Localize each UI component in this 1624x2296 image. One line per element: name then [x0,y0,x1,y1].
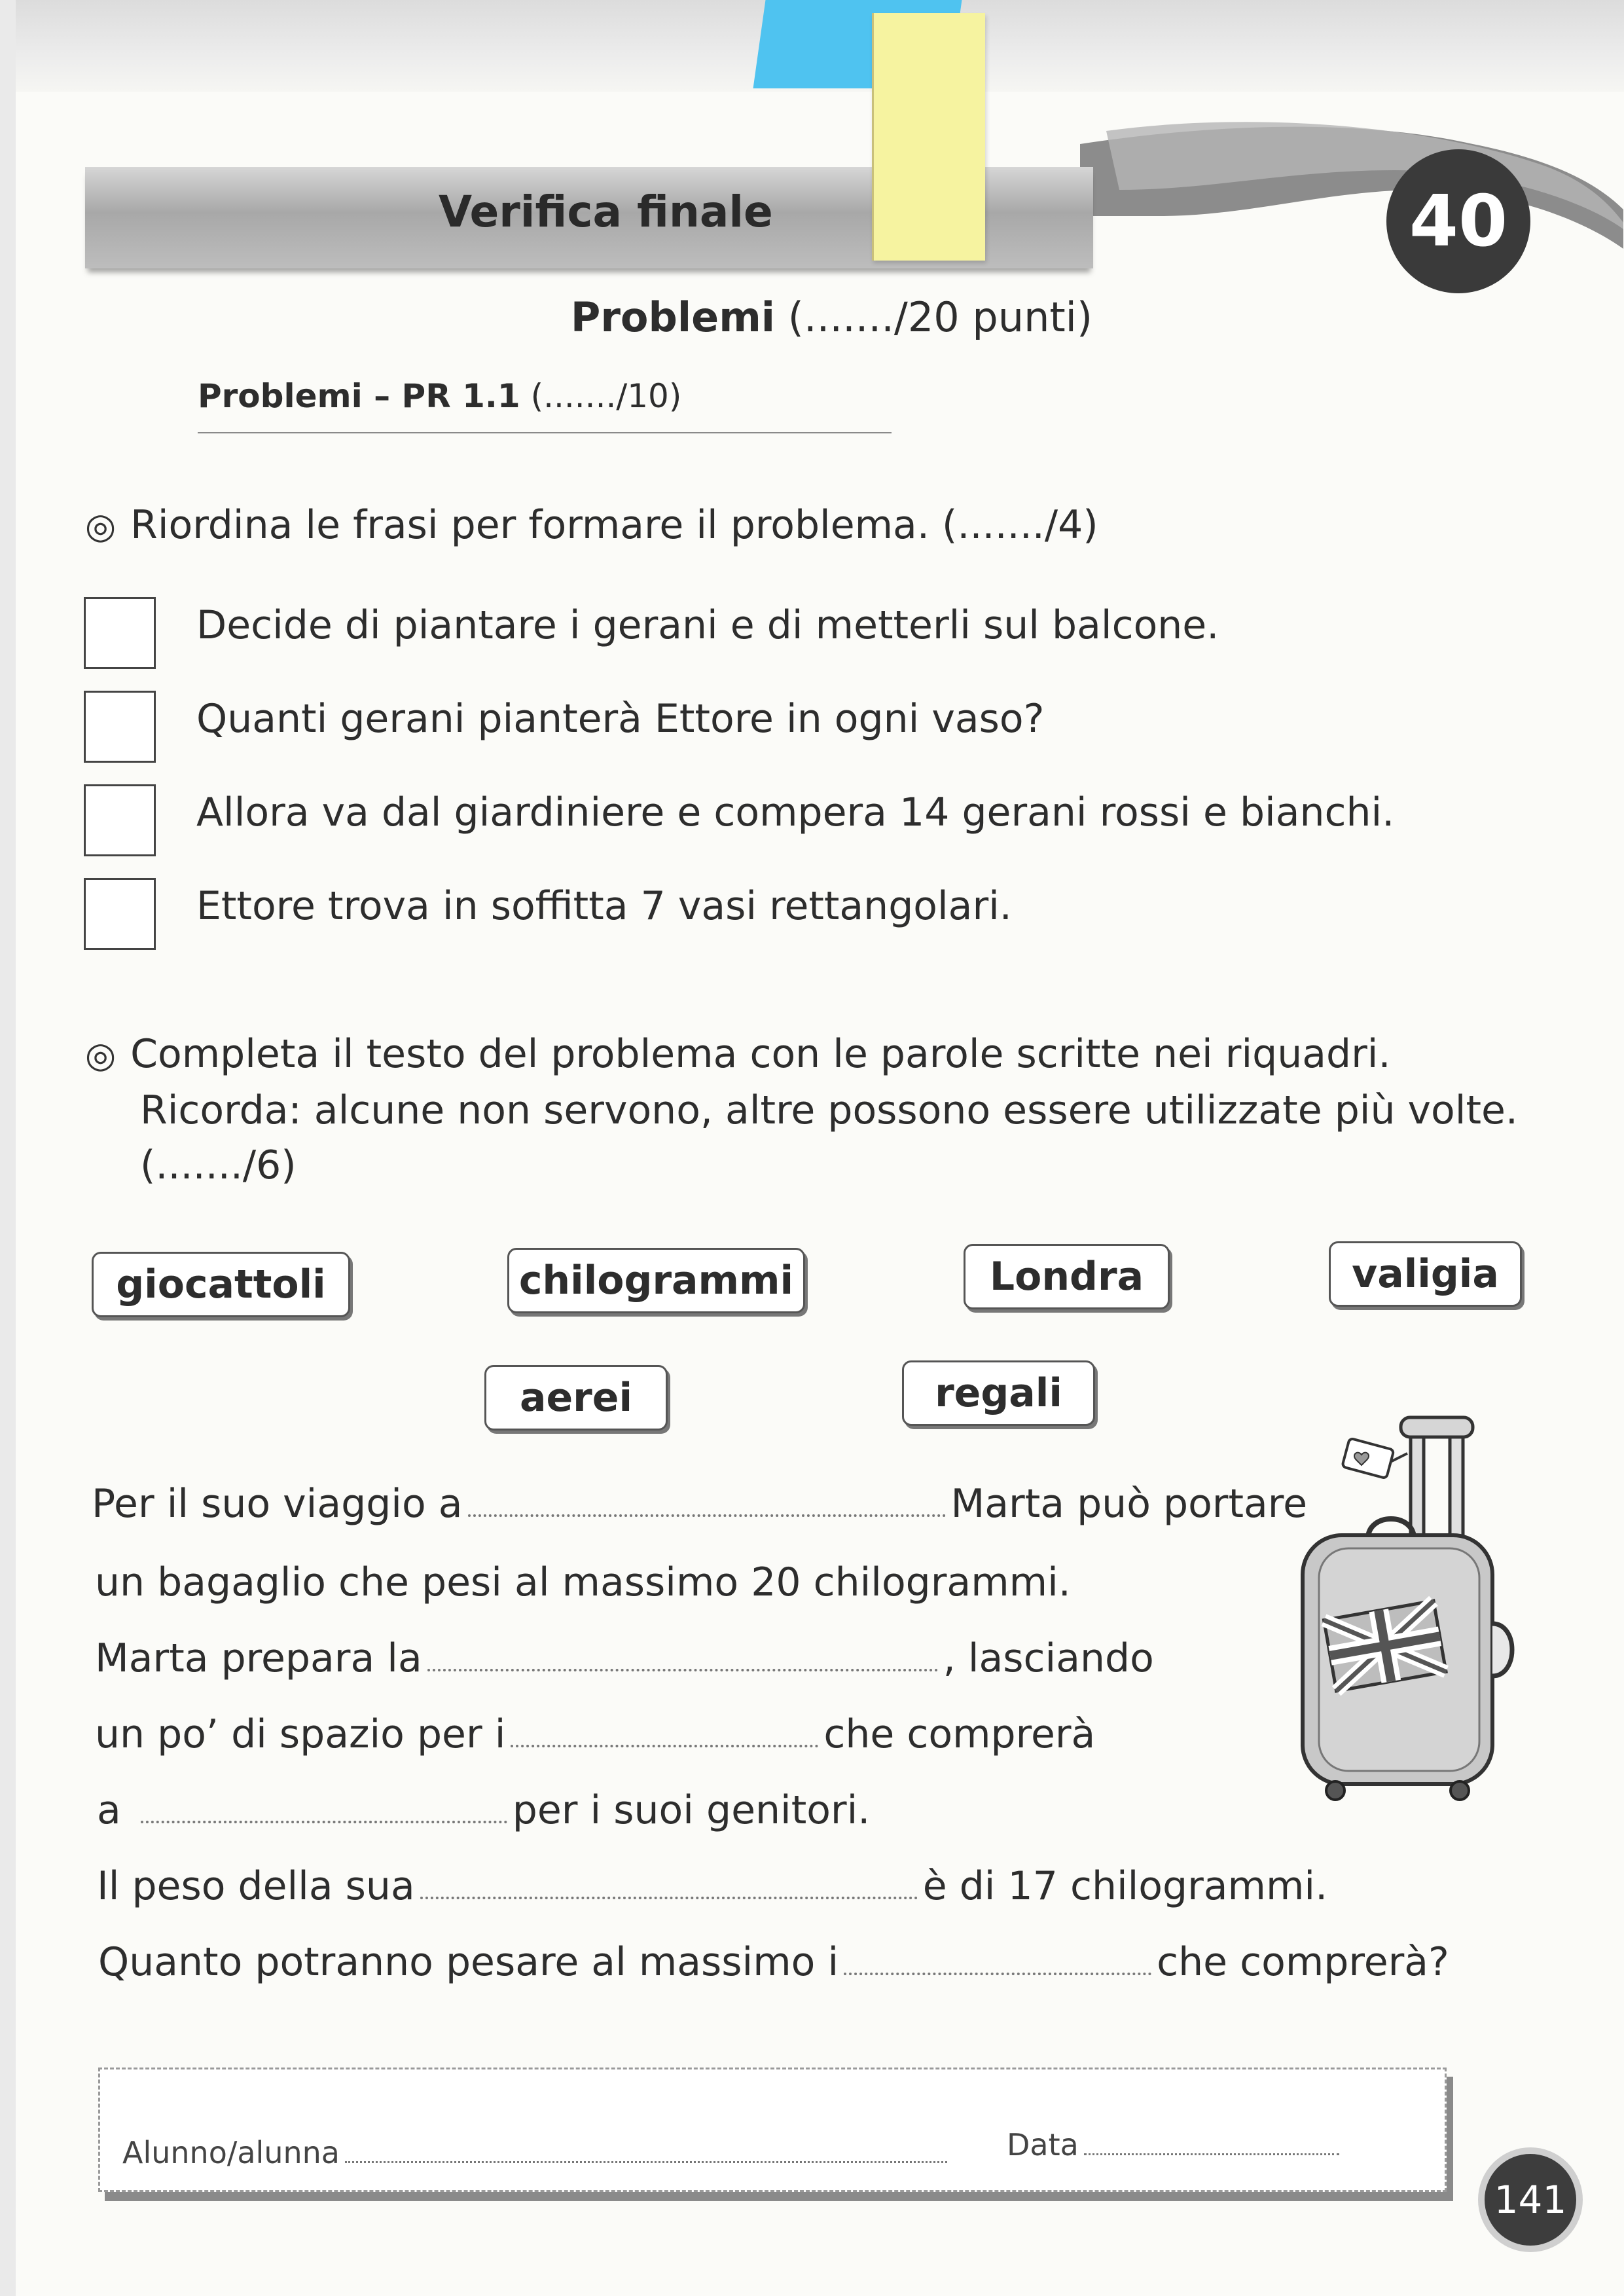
student-label: Alunno/alunna [122,2135,340,2170]
blank-gifts[interactable] [844,1966,1151,1975]
section-title [0,293,1624,341]
target-bullet-icon: ◎ [85,505,117,547]
order-box-4[interactable] [84,878,156,950]
date-field[interactable] [1084,2148,1339,2155]
order-box-3[interactable] [84,784,156,856]
exercise1-instruction [85,498,1098,554]
word-box-aerei: aerei [484,1365,668,1430]
word-box-chilogrammi: chilogrammi [507,1248,805,1313]
cloze-text: , lasciando [943,1635,1154,1681]
cloze-text: che comprerà [823,1711,1096,1757]
yellow-sticky-note [872,13,985,261]
unit-number-badge: 40 [1386,149,1530,293]
cloze-text: Marta prepara la [95,1635,422,1681]
blank-city[interactable] [468,1508,946,1517]
target-bullet-icon: ◎ [85,1034,117,1076]
exercise1-instruction-text: Riordina le frasi per formare il problema. (......./4) [130,502,1098,548]
student-info-box [98,2068,1447,2192]
sentence-2: Quanti gerani pianterà Ettore in ogni vaso? [196,696,1045,742]
sentence-3: Allora va dal giardiniere e compera 14 gerani rossi e bianchi. [196,790,1395,835]
exercise2-instruction-line2: Ricorda: alcune non servono, altre possono essere utilizzate più volte. [140,1087,1518,1133]
order-box-2[interactable] [84,691,156,763]
exercise2-instruction [85,1027,1518,1193]
date-label: Data [1007,2127,1079,2162]
date-row [1007,2127,1344,2162]
cloze-text: un po’ di spazio per i [95,1711,506,1757]
word-box-regali: regali [902,1360,1095,1426]
suitcase-illustration-icon [1283,1414,1558,1820]
student-name-field[interactable] [345,2156,947,2163]
subsection-divider [198,432,892,433]
cloze-line-6 [97,1863,1327,1909]
header-swoosh-decoration [1080,118,1623,301]
scan-left-edge [0,0,16,2296]
blank-items[interactable] [511,1738,818,1747]
cloze-text: Per il suo viaggio a [92,1481,463,1527]
subsection-score: (......./10) [530,377,682,415]
cloze-text: Il peso della sua [97,1863,415,1909]
word-box-valigia: valigia [1329,1241,1522,1307]
cloze-text: che comprerà? [1157,1939,1449,1985]
sentence-4: Ettore trova in soffitta 7 vasi rettangolari. [196,883,1012,929]
cloze-line-4 [95,1711,1095,1757]
exercise2-instruction-line1: Completa il testo del problema con le parole scritte nei riquadri. [130,1031,1391,1077]
cloze-line-2: un bagaglio che pesi al massimo 20 chilogrammi. [95,1559,1071,1605]
student-name-row [122,2135,952,2170]
section-score: (......./20 punti) [787,293,1093,341]
word-box-giocattoli: giocattoli [92,1252,350,1317]
cloze-line-5 [97,1787,870,1833]
cloze-text: Quanto potranno pesare al massimo i [98,1939,839,1985]
cloze-text: è di 17 chilogrammi. [922,1863,1328,1909]
subsection-title [198,377,681,415]
page-title: Verifica finale [439,187,773,237]
exercise2-instruction-line3: (......./6) [140,1142,297,1188]
order-box-1[interactable] [84,597,156,669]
blank-luggage-weight[interactable] [420,1890,918,1899]
blank-luggage[interactable] [427,1662,938,1671]
cloze-line-3 [95,1635,1154,1681]
blank-place[interactable] [141,1814,507,1823]
page-number: 141 [1478,2147,1583,2252]
cloze-text: Marta può portare [950,1481,1307,1527]
cloze-text: a [97,1787,121,1833]
subsection-title-label: Problemi – PR 1.1 [198,377,520,415]
cloze-line-1 [92,1481,1307,1527]
cloze-text: per i suoi genitori. [512,1787,871,1833]
sentence-1: Decide di piantare i gerani e di metterli sul balcone. [196,602,1219,648]
word-box-londra: Londra [964,1244,1170,1309]
section-title-label: Problemi [570,293,776,341]
cloze-line-7 [98,1939,1449,1985]
